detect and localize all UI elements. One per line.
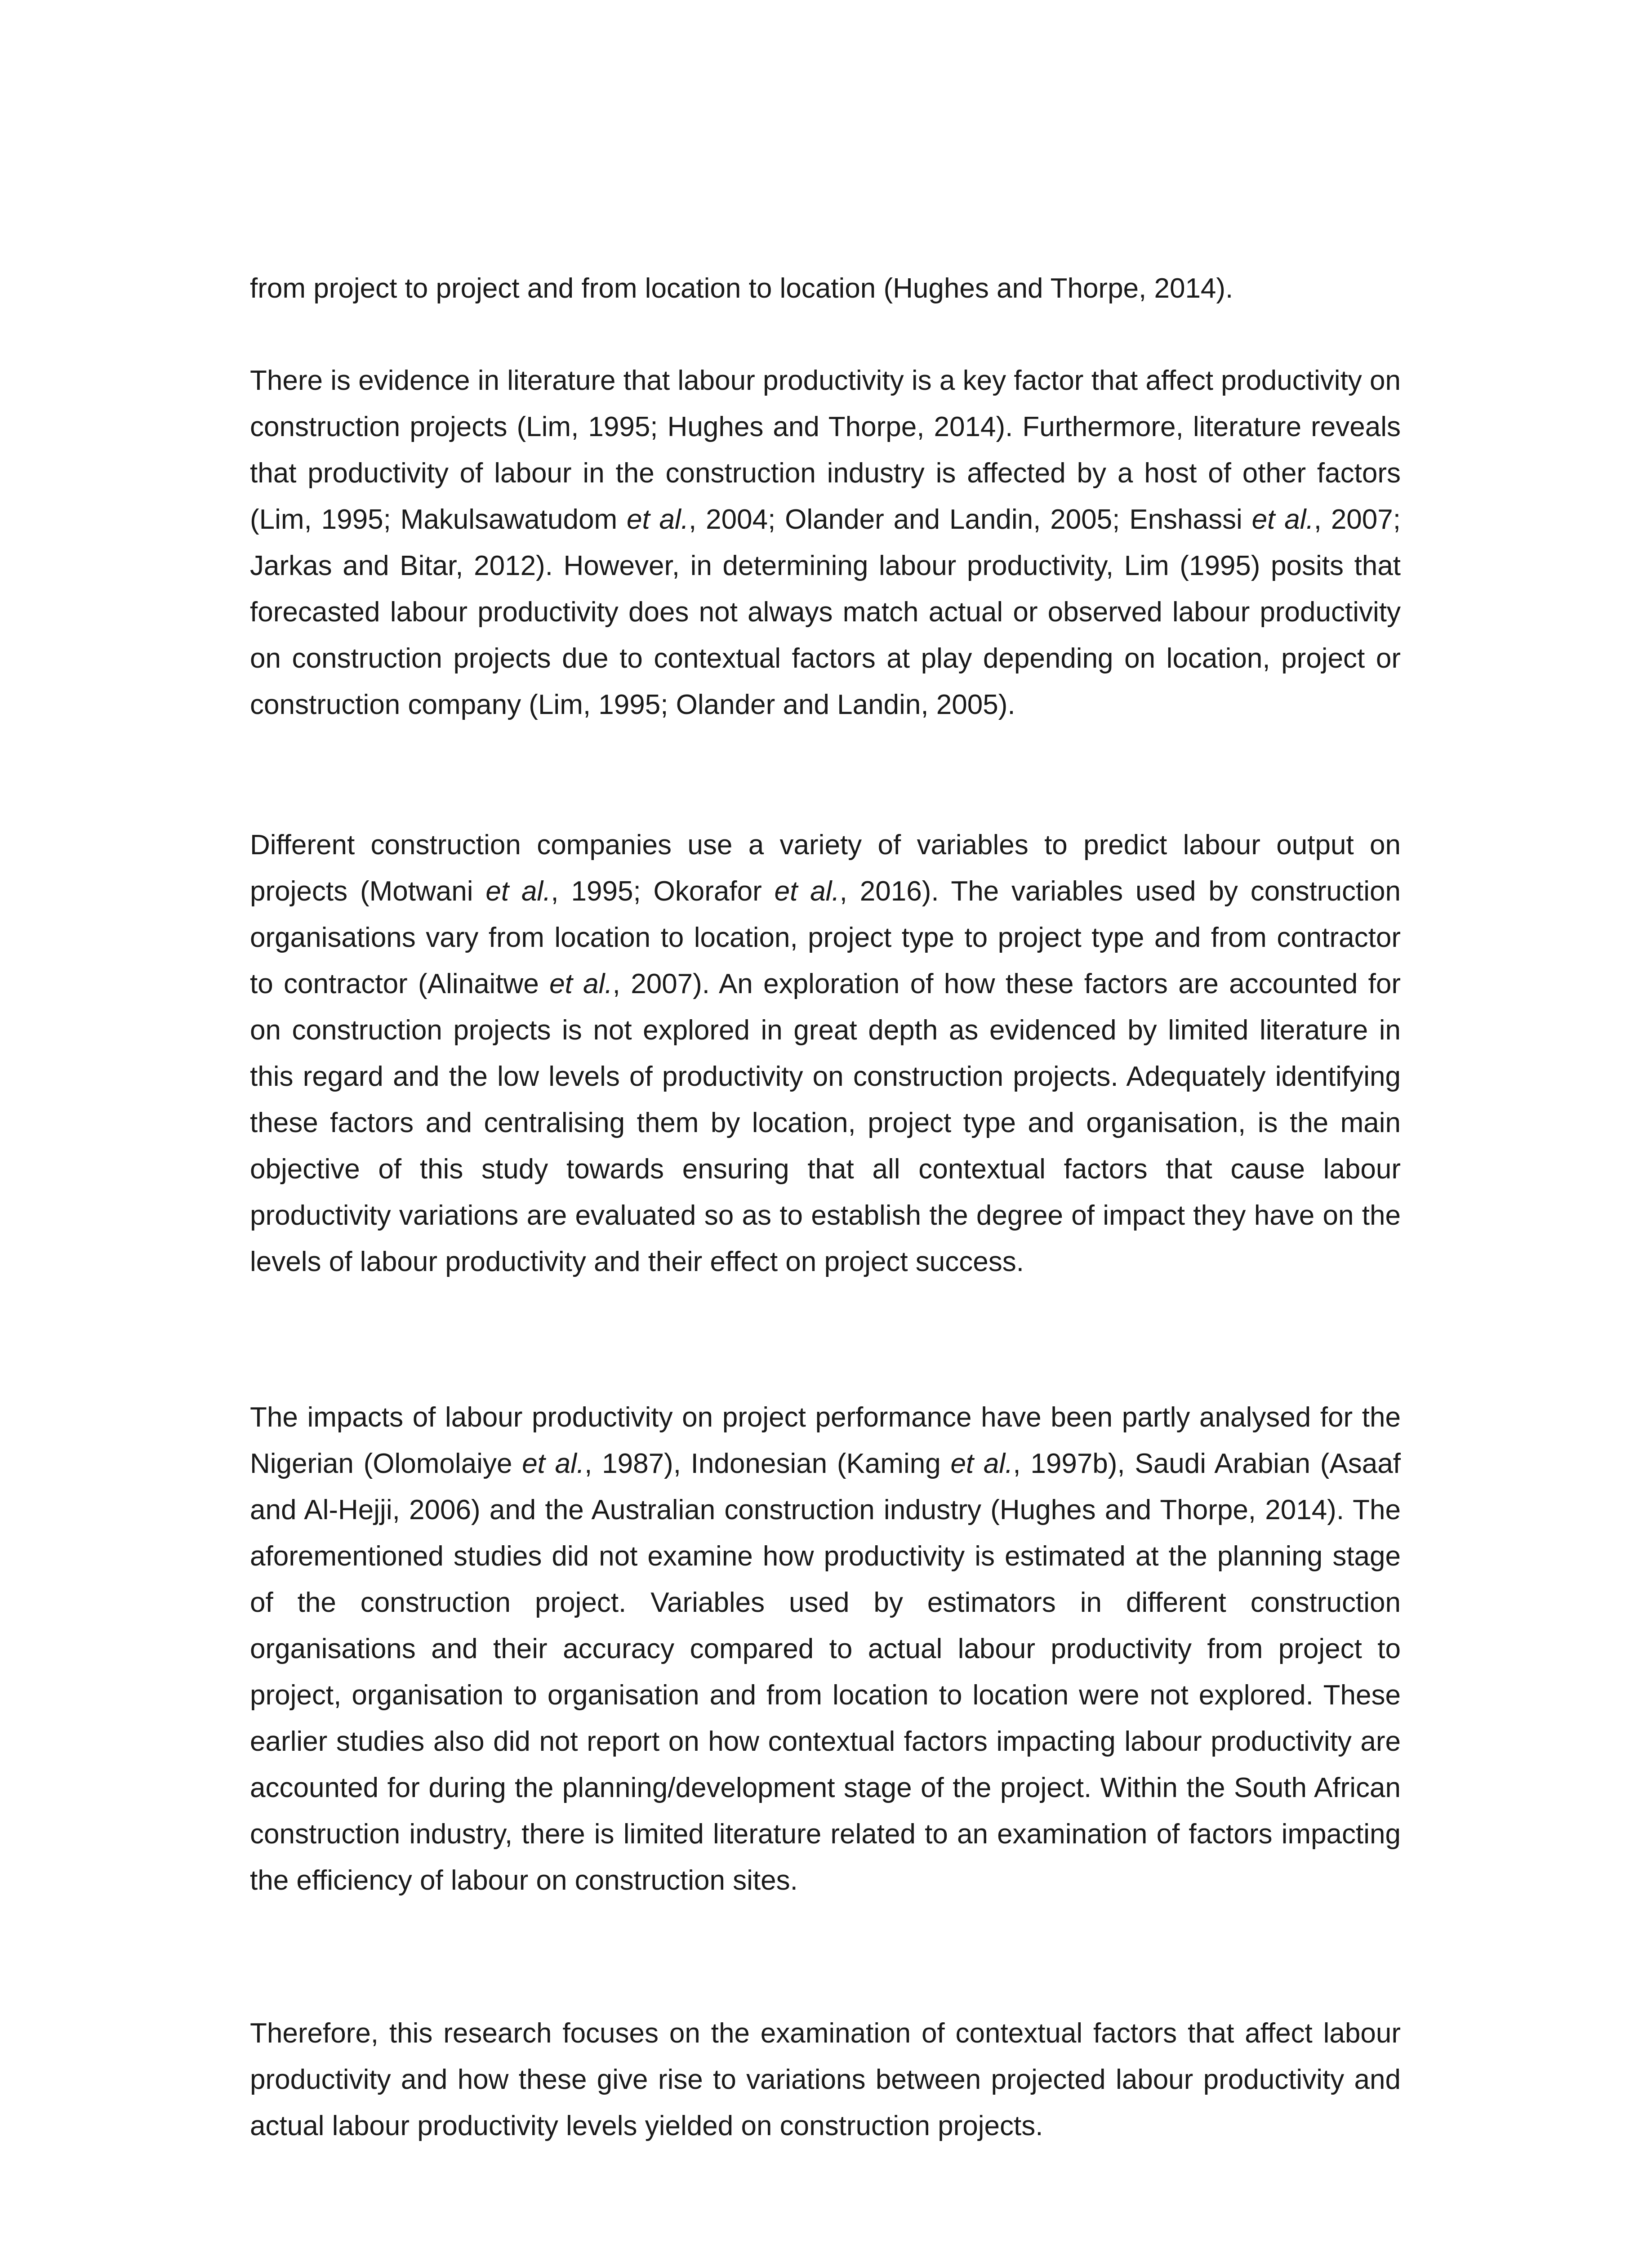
paragraph-text: , 1987), Indonesian (Kaming (584, 1448, 951, 1479)
paragraph-project-performance-impacts (250, 1394, 1401, 1904)
paragraph-text: There is evidence in literature that labour productivity is a key factor that affect productivity on construction projects (Lim, 1995; Hughes and Thorpe, 2014). Furthermore, literature reveals that productivity of labour in the construction industry is affected by a host of other factors (Lim, 1995; Makulsawatudom (250, 365, 1401, 535)
paragraph-labour-productivity-evidence (250, 357, 1401, 728)
paragraph-research-focus (250, 2010, 1401, 2149)
paragraph-text: , 2007; Jarkas and Bitar, 2012). However, in determining labour productivity, Lim (1995) posits that forecasted labour productivity does not always match actual or observed labour productivity on construction projects due to contextual factors at play depending on location, project or construction company (Lim, 1995; Olander and Landin, 2005). (250, 504, 1401, 720)
paragraph-text: , 1997b), Saudi Arabian (Asaaf and Al-Hejji, 2006) and the Australian construction industry (Hughes and Thorpe, 2014). The aforementioned studies did not examine how productivity is estimated at the planning stage of the construction project. Variables used by estimators in different construction organisations and their accuracy compared to actual labour productivity from project to project, organisation to organisation and from location to location were not explored. These earlier studies also did not report on how contextual factors impacting labour productivity are accounted for during the planning/development stage of the project. Within the South African construction industry, there is limited literature related to an examination of factors impacting the efficiency of labour on construction sites. (250, 1448, 1401, 1896)
italic-citation-text: et al. (626, 504, 689, 535)
italic-citation-text: et al. (774, 876, 840, 907)
italic-citation-text: et al. (485, 876, 551, 907)
paragraph-text: from project to project and from location to location (Hughes and Thorpe, 2014). (250, 273, 1233, 304)
paragraph-text: , 2004; Olander and Landin, 2005; Enshassi (689, 504, 1252, 535)
paragraph-construction-variables (250, 822, 1401, 1285)
italic-citation-text: et al. (549, 968, 613, 999)
paragraph-text: , 2007). An exploration of how these factors are accounted for on construction projects is not explored in great depth as evidenced by limited literature in this regard and the low levels of productivity on construction projects. Adequately identifying these factors and centralising them by location, project type and organisation, is the main objective of this study towards ensuring that all contextual factors that cause labour productivity variations are evaluated so as to establish the degree of impact they have on the levels of labour productivity and their effect on project success. (250, 968, 1401, 1277)
paragraph-text: , 1995; Okorafor (551, 876, 775, 907)
paragraph-continuation (250, 265, 1401, 312)
paragraph-text: The impacts of labour productivity on project performance have been partly analysed for the Nigerian (Olomolaiye (250, 1402, 1401, 1479)
italic-citation-text: et al. (522, 1448, 585, 1479)
italic-citation-text: et al. (1251, 504, 1314, 535)
paragraph-text: Therefore, this research focuses on the examination of contextual factors that affect labour productivity and how these give rise to variations between projected labour productivity and actual labour productivity levels yielded on construction projects. (250, 2018, 1401, 2141)
italic-citation-text: et al. (950, 1448, 1013, 1479)
paragraph-text: , 2016). The variables used by construction organisations vary from location to location, project type to project type and from contractor to contractor (Alinaitwe (250, 876, 1401, 999)
paragraph-text: Different construction companies use a variety of variables to predict labour output on projects (Motwani (250, 830, 1401, 907)
